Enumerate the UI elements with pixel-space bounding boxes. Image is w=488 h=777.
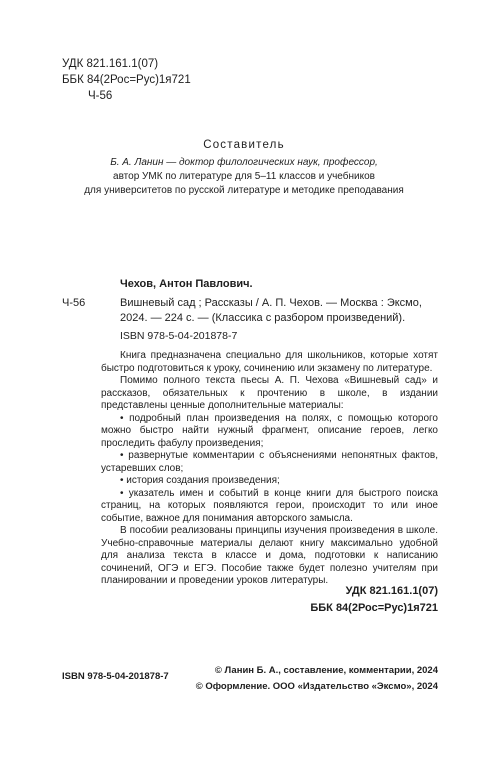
annotation-bullet: • подробный план произведения на полях, с помощью которого можно быстро найти нужный фрагмент, описание героев, легко проследить фабулу произведения; (101, 412, 438, 449)
isbn-bottom: ISBN 978-5-04-201878-7 (62, 671, 169, 682)
compiler-title: Составитель (203, 139, 285, 151)
copyright-line: © Ланин Б. А., составление, комментарии, 2024 (214, 665, 438, 676)
title-line-1: Вишневый сад ; Рассказы / А. П. Чехов. — Москва : Эксмо, (120, 297, 422, 309)
annotation-bullet: • развернутые комментарии с объяснениями непонятных фактов, устаревших слов; (101, 450, 438, 474)
copyright-block (196, 663, 438, 694)
top-classification-codes (62, 56, 191, 104)
annotation-paragraph: В пособии реализованы принципы изучения произведения в школе. Учебно-справочные материалы делают книгу максимально удобной для анализа текста в классе и дома, подготовки к написанию сочинений, ОГЭ и ЕГЭ. Пособие также будет полезно учителям при планировании и проведении уроков литературы. (101, 525, 438, 586)
author-code: Ч-56 (62, 297, 86, 309)
bbk-code: ББК 84(2Рос=Рус)1я721 (62, 74, 191, 86)
bottom-classification-codes (310, 583, 438, 617)
bbk-code-bottom: ББК 84(2Рос=Рус)1я721 (310, 602, 438, 614)
compiler-block (40, 138, 448, 198)
author-mark: Ч-56 (88, 90, 113, 102)
annotation-bullet: • указатель имен и событий в конце книги для быстрого поиска страниц, на которых появляются герои, происходит то или иное событие, важное для понимания авторского замысла. (101, 487, 438, 524)
bibliographic-description (120, 296, 438, 326)
udk-code: УДК 821.161.1(07) (62, 58, 159, 70)
compiler-line-1: Б. А. Ланин — доктор филологических наук, профессор, (110, 157, 378, 168)
annotation-paragraph: Книга предназначена специально для школьников, которые хотят быстро подготовиться к уроку, сочинению или экзамену по литературе. (101, 350, 438, 374)
annotation-paragraph: Помимо полного текста пьесы А. П. Чехова «Вишневый сад» и рассказов, обязательных к прочтению в школе, в издании представлены ценные дополнительные материалы: (101, 375, 438, 411)
isbn: ISBN 978-5-04-201878-7 (120, 330, 238, 342)
copyright-line: © Оформление. ООО «Издательство «Эксмо», 2024 (195, 680, 438, 692)
author-heading: Чехов, Антон Павлович. (120, 278, 253, 290)
annotation (101, 350, 438, 588)
compiler-line-2: автор УМК по литературе для 5–11 классов и учебников (113, 171, 375, 182)
compiler-line-3: для университетов по русской литературе и методике преподавания (84, 185, 404, 196)
annotation-bullet: • история создания произведения; (120, 475, 280, 486)
title-line-2: 2024. — 224 с. — (Классика с разбором произведений). (120, 312, 406, 324)
udk-code-bottom: УДК 821.161.1(07) (345, 585, 438, 597)
